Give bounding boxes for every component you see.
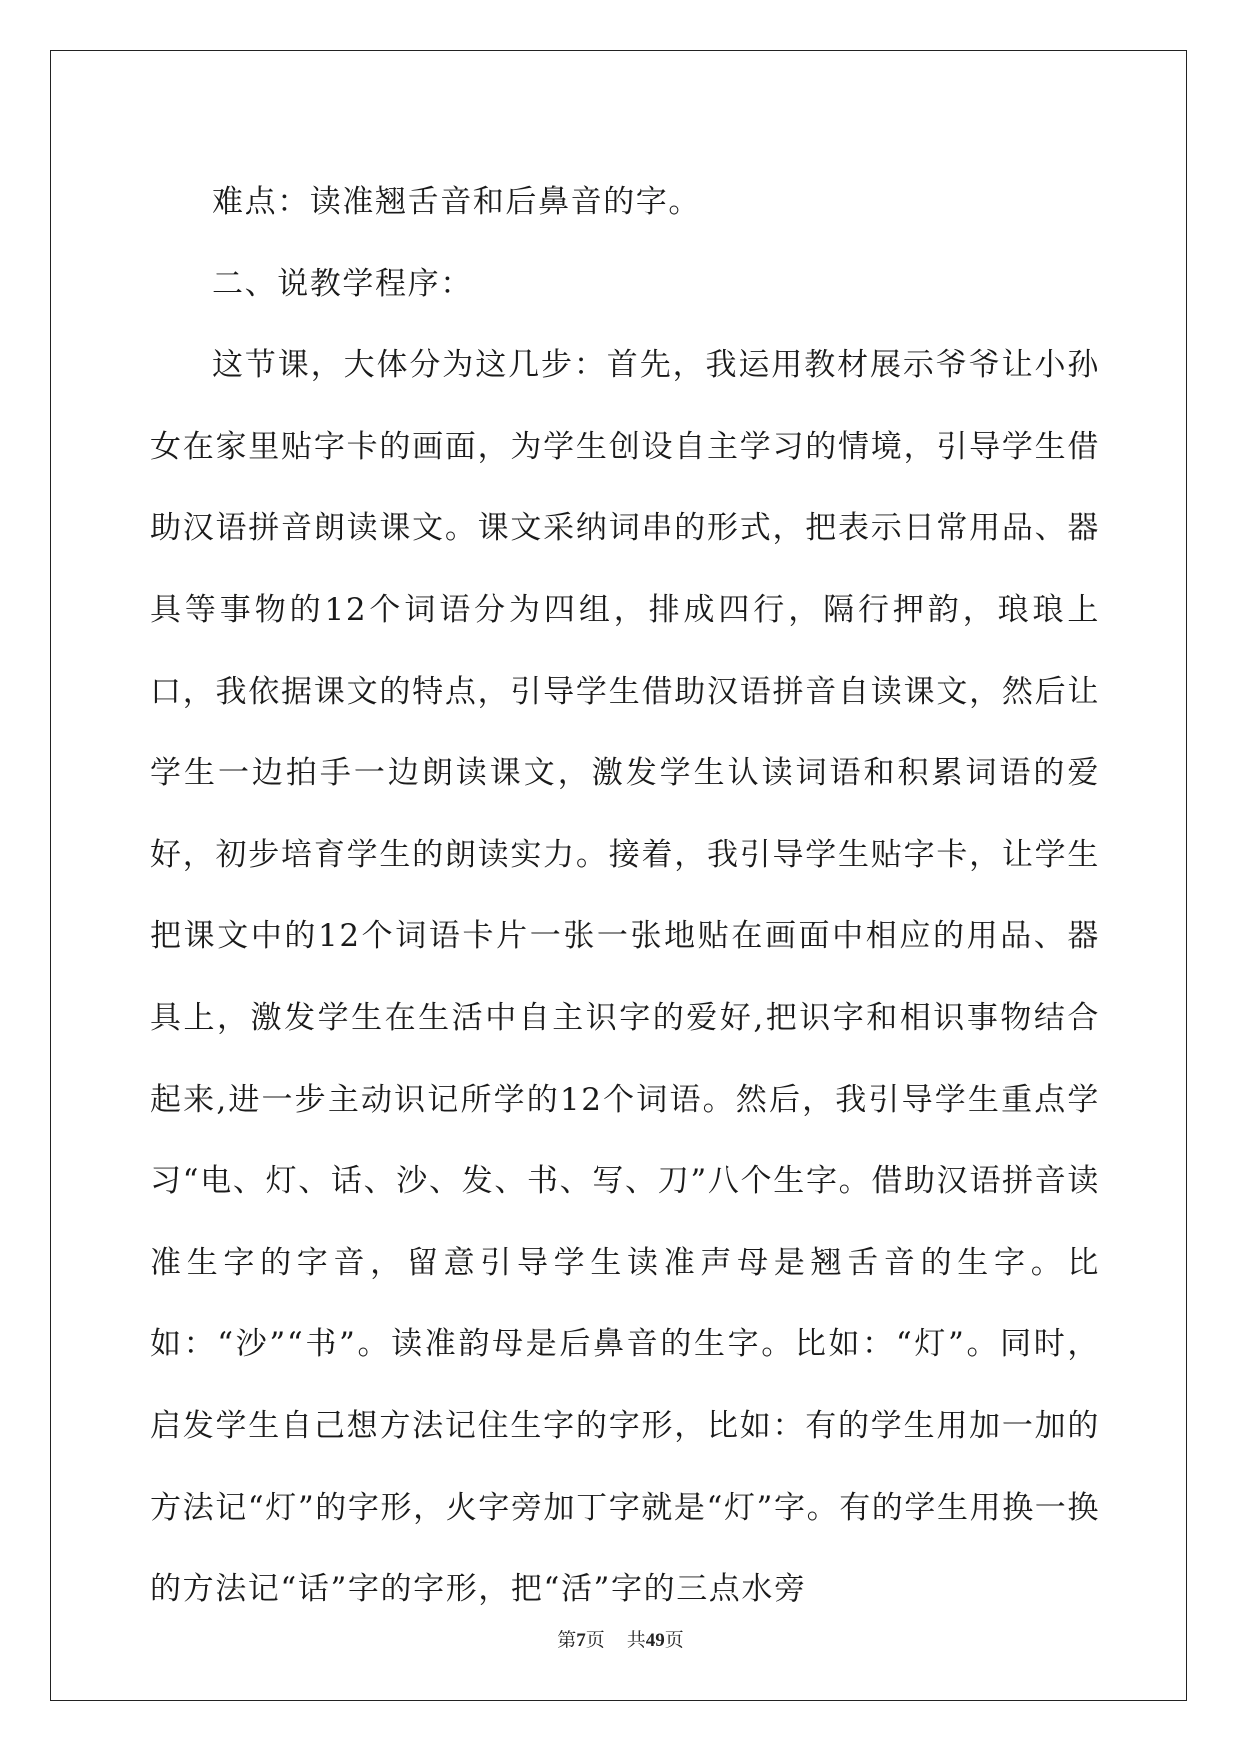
paragraph-teaching-procedure: 这节课，大体分为这几步：首先，我运用教材展示爷爷让小孙女在家里贴字卡的画面，为学生创设自主学习的情境，引导学生借助汉语拼音朗读课文。课文采纳词串的形式，把表示日常用品、器具等事物的12个词语分为四组，排成四行，隔行押韵，琅琅上口，我依据课文的特点，引导学生借助汉语拼音自读课文，然后让学生一边拍手一边朗读课文，激发学生认读词语和积累词语的爱好，初步培育学生的朗读实力。接着，我引导学生贴字卡，让学生把课文中的12个词语卡片一张一张地贴在画面中相应的用品、器具上，激发学生在生活中自主识字的爱好,把识字和相识事物结合起来,进一步主动识记所学的12个词语。然后，我引导学生重点学习“电、灯、话、沙、发、书、写、刀”八个生字。借助汉语拼音读准生字的字音，留意引导学生读准声母是翘舌音的生字。比如：“沙”“书”。读准韵母是后鼻音的生字。比如：“灯”。同时，启发学生自己想方法记住生字的字形，比如：有的学生用加一加的方法记“灯”的字形，火字旁加丁字就是“灯”字。有的学生用换一换的方法记“话”字的字形，把“活”字的三点水旁: [150, 347, 1100, 1608]
paragraph-section-heading: 二、说教学程序：: [212, 265, 473, 302]
footer-prefix: 第: [557, 1629, 577, 1651]
footer-total-prefix: 共: [626, 1629, 646, 1651]
total-page-count: 49: [645, 1630, 665, 1651]
document-body: [150, 162, 1100, 1631]
footer-total-unit: 页: [664, 1629, 684, 1651]
page-footer: [0, 1628, 1241, 1653]
footer-page-unit: 页: [585, 1629, 605, 1651]
current-page-number: 7: [576, 1630, 586, 1651]
paragraph-difficulty: 难点：读准翘舌音和后鼻音的字。: [212, 184, 701, 220]
